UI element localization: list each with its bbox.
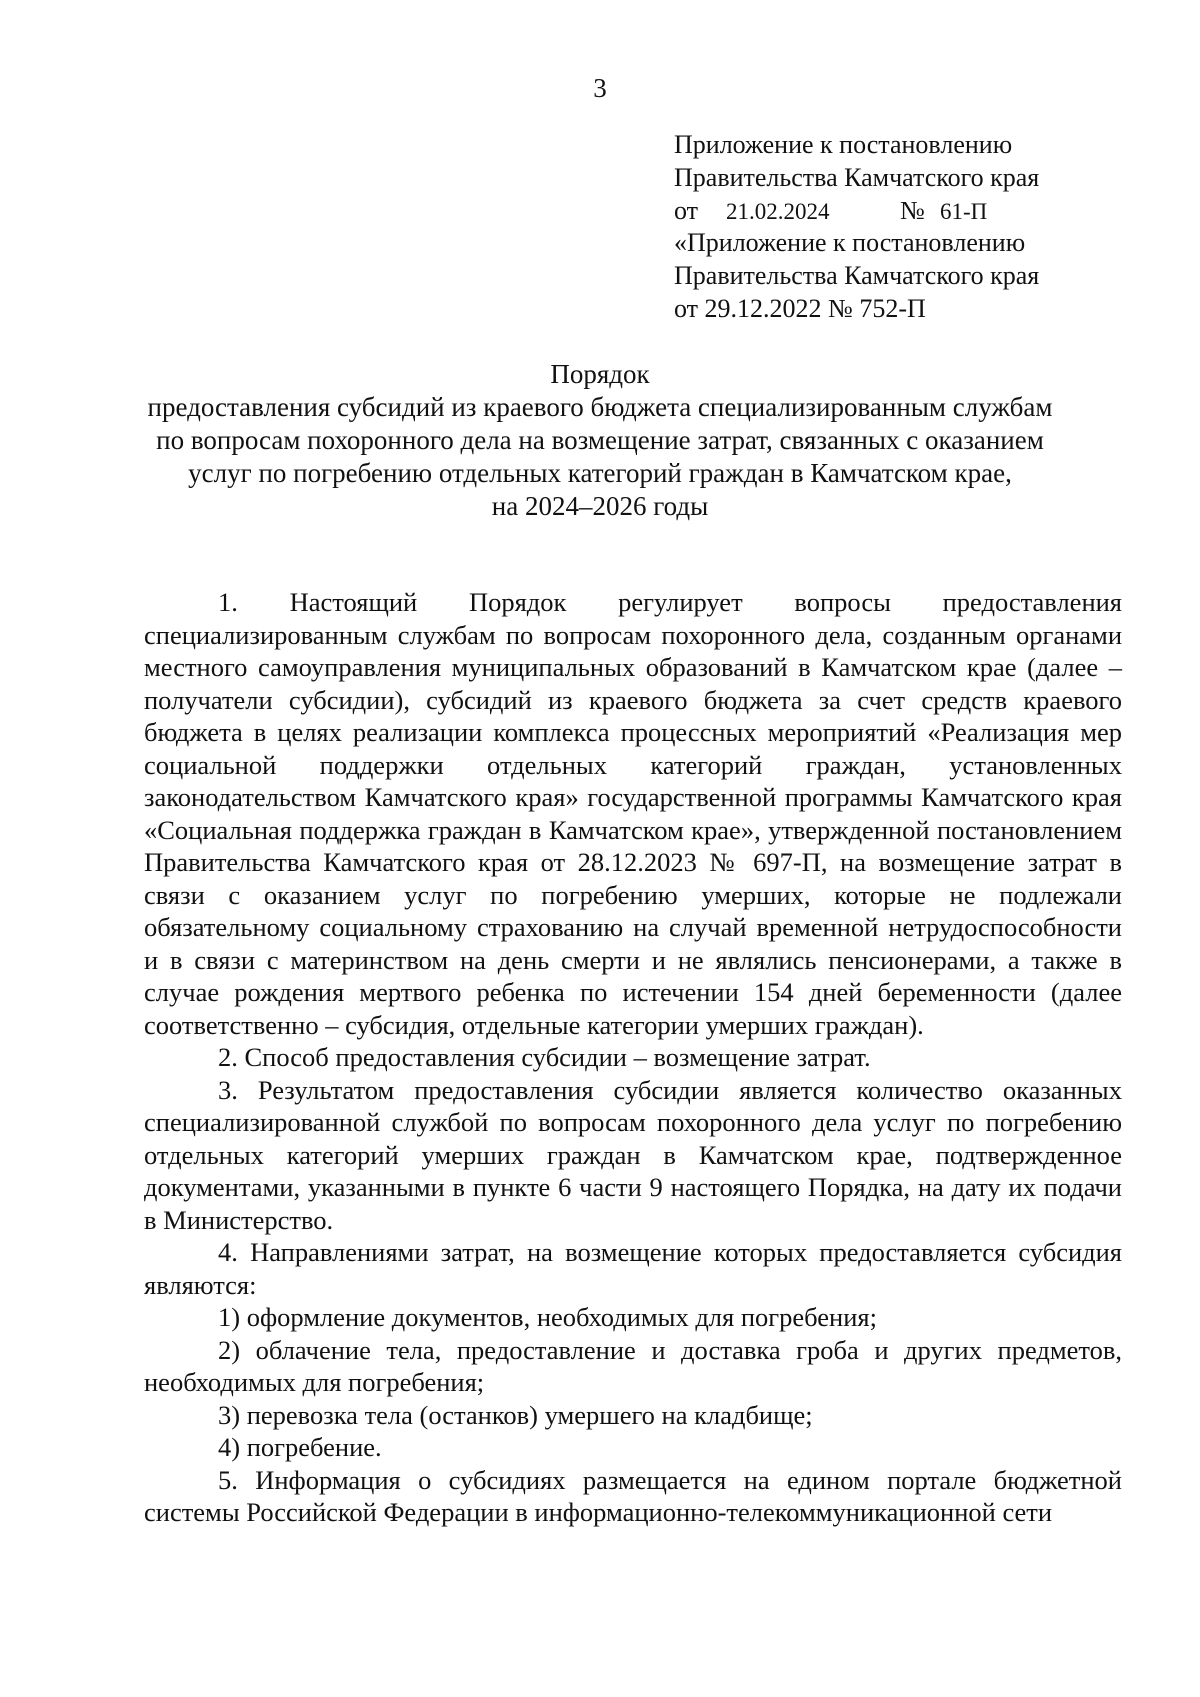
list-item-4: 4) погребение.	[218, 1432, 382, 1462]
paragraph-1: 1. Настоящий Порядок регулирует вопросы предоставления специализированным службам по вопросам похоронного дела, созданным органами местного самоуправления муниципальных образований в Камчатском крае (далее – получатели субсидии), субсидий из краевого бюджета за счет средств краевого бюджета в целях реализации комплекса процессных мероприятий «Реализация мер социальной поддержки отдельных категорий граждан, установленных законодательством Камчатского края» государственной программы Камчатского края «Социальная поддержка граждан в Камчатском крае», утвержденной постановлением Правительства Камчатского края от 28.12.2023 № 697-П, на возмещение затрат в связи с оказанием услуг по погребению умерших, которые не подлежали обязательному социальному страхованию на случай временной нетрудоспособности и в связи с материнством на день смерти и не являлись пенсионерами, а также в случае рождения мертвого ребенка по истечении 154 дней беременности (далее соответственно – субсидия, отдельные категории умерших граждан).	[144, 587, 1122, 1040]
list-item-2: 2) облачение тела, предоставление и доставка гроба и других предметов, необходимых для погребения;	[144, 1334, 1122, 1397]
document-body	[144, 586, 1122, 1529]
paragraph-4: 4. Направлениями затрат, на возмещение которых предоставляется субсидия являются:	[144, 1237, 1122, 1300]
title-heading: Порядок	[550, 359, 650, 389]
paragraph-3: 3. Результатом предоставления субсидии является количество оказанных специализированной службой по вопросам похоронного дела услуг по погребению отдельных категорий умерших граждан в Камчатском крае, подтвержденное документами, указанными в пункте 6 части 9 настоящего Порядка, на дату их подачи в Министерство.	[144, 1074, 1122, 1235]
title-line-3: услуг по погребению отдельных категорий граждан в Камчатском крае,	[188, 458, 1012, 488]
title-line-2: по вопросам похоронного дела на возмещение затрат, связанных с оказанием	[156, 425, 1044, 455]
list-item-3: 3) перевозка тела (останков) умершего на кладбище;	[218, 1399, 813, 1430]
appendix-current-line1: Приложение к постановлению	[674, 130, 1013, 159]
appendix-current	[674, 128, 1039, 228]
title-line-1: предоставления субсидий из краевого бюджета специализированным службам	[147, 392, 1053, 422]
appendix-current-line2: Правительства Камчатского края	[674, 163, 1040, 192]
title-line-4: на 2024–2026 годы	[491, 491, 709, 521]
resolution-date: 21.02.2024	[726, 199, 830, 224]
document-title	[130, 358, 1070, 523]
from-label: от	[674, 196, 699, 225]
appendix-previous-line2: Правительства Камчатского края	[674, 261, 1040, 290]
paragraph-5: 5. Информация о субсидиях размещается на едином портале бюджетной системы Российской Федерации в информационно-телекоммуникационной сети	[144, 1464, 1122, 1527]
page-number: 3	[593, 73, 607, 103]
paragraph-2: 2. Способ предоставления субсидии – возмещение затрат.	[218, 1042, 871, 1072]
appendix-previous-line1: «Приложение к постановлению	[674, 228, 1026, 257]
appendix-previous-line3: от 29.12.2022 № 752-П	[674, 294, 926, 323]
resolution-number: 61-П	[940, 199, 988, 224]
appendix-previous	[674, 226, 1039, 325]
number-sign: №	[900, 196, 925, 225]
list-item-1: 1) оформление документов, необходимых для погребения;	[218, 1302, 877, 1332]
appendix-current-date-row	[674, 194, 1039, 228]
